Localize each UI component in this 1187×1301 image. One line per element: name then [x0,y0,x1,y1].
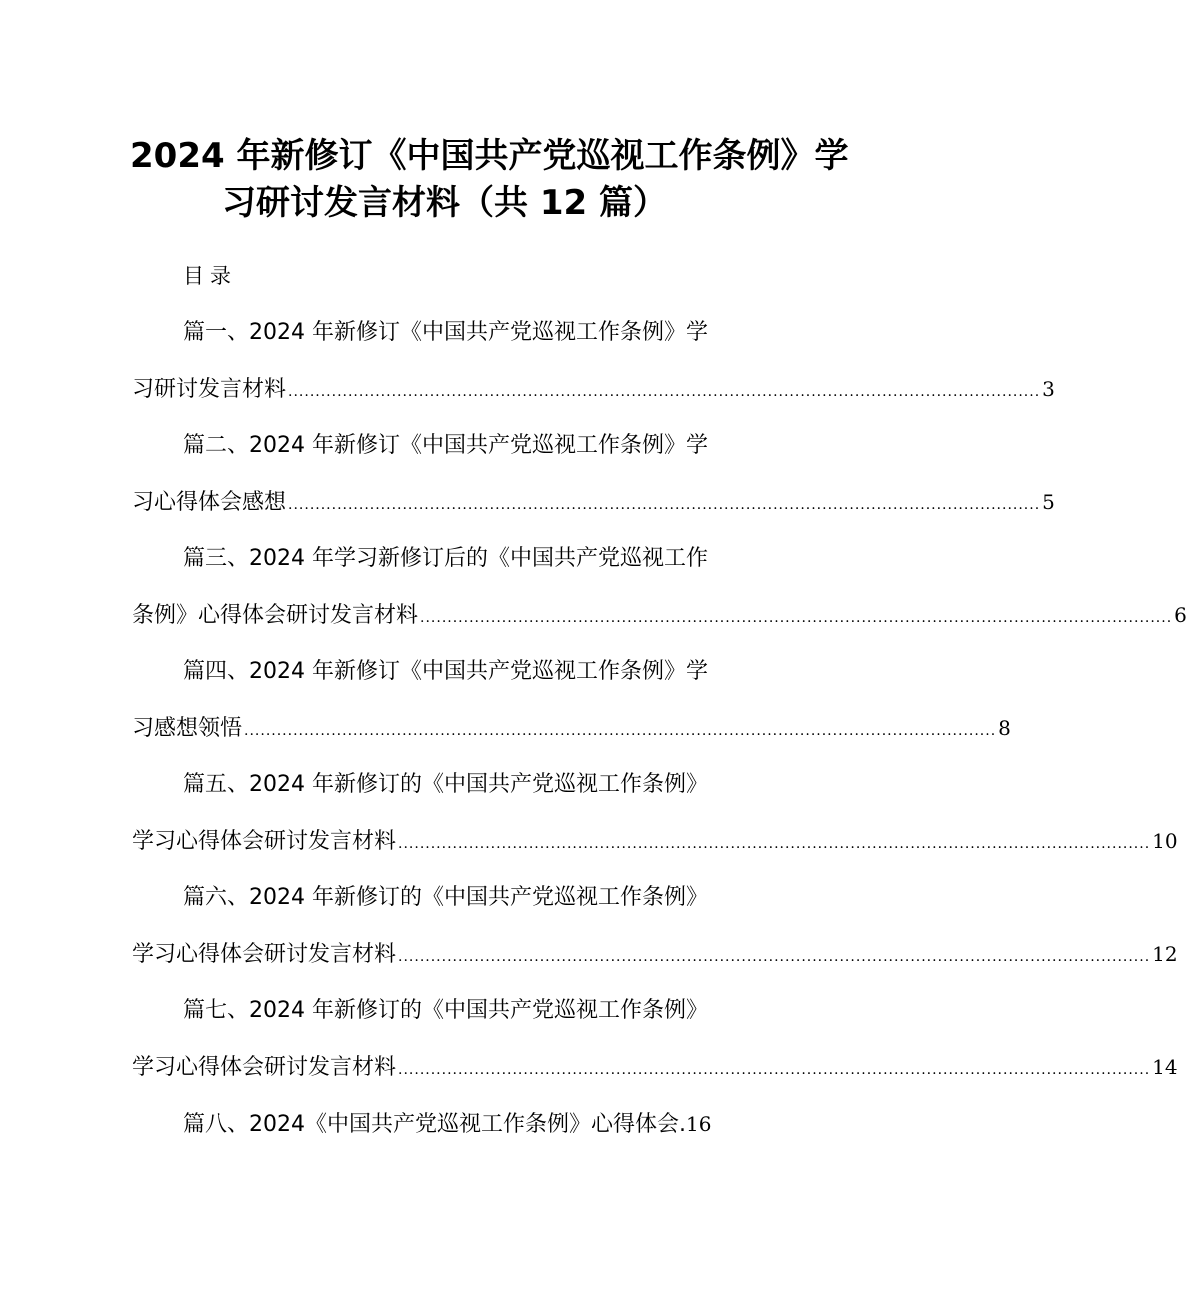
toc-leader-dots: .......................................................................................................................................... [398,836,1151,852]
toc-entry-5-line-2[interactable] [132,826,1178,859]
toc-entry-1-text: 习研讨发言材料 [132,377,287,402]
toc-entry-5-text: 学习心得体会研讨发言材料 [132,829,397,854]
toc-entry-1-page: 3 [1042,377,1055,401]
toc-entry-3-page: 6 [1174,603,1187,627]
toc-entry-2-line-2[interactable] [132,487,1055,520]
document-title-line-2: 习研讨发言材料（共 12 篇） [222,183,667,223]
toc-leader-dots: .......................................................................................................................................... [288,497,1041,513]
toc-entry-1-line-1[interactable]: 篇一、2024 年新修订《中国共产党巡视工作条例》学 [183,320,708,345]
toc-leader-dots: .......................................................................................................................................... [420,610,1173,626]
toc-leader-dots: .......................................................................................................................................... [398,1062,1151,1078]
toc-entry-2-line-1[interactable]: 篇二、2024 年新修订《中国共产党巡视工作条例》学 [183,433,708,458]
toc-leader-dots: .......................................................................................................................................... [244,723,997,739]
toc-entry-6-page: 12 [1152,942,1178,966]
toc-entry-8-line-1[interactable] [183,1109,711,1140]
toc-entry-7-line-2[interactable] [132,1052,1178,1085]
toc-leader-dots: .......................................................................................................................................... [288,384,1041,400]
toc-entry-8-text: 篇八、2024《中国共产党巡视工作条例》心得体会. [183,1112,686,1137]
toc-entry-1-line-2[interactable] [132,374,1055,407]
document-title-line-1: 2024 年新修订《中国共产党巡视工作条例》学 [130,136,849,176]
toc-entry-2-text: 习心得体会感想 [132,490,287,515]
toc-entry-7-text: 学习心得体会研讨发言材料 [132,1055,397,1080]
toc-entry-4-page: 8 [998,716,1011,740]
toc-entry-3-line-2[interactable] [132,600,1187,633]
toc-entry-7-line-1[interactable]: 篇七、2024 年新修订的《中国共产党巡视工作条例》 [183,998,708,1023]
toc-heading: 目录 [183,264,237,288]
toc-entry-5-line-1[interactable]: 篇五、2024 年新修订的《中国共产党巡视工作条例》 [183,772,708,797]
toc-entry-2-page: 5 [1042,490,1055,514]
toc-entry-5-page: 10 [1152,829,1178,853]
toc-entry-8-page: 16 [685,1112,712,1136]
toc-entry-4-line-2[interactable] [132,713,1011,746]
toc-entry-3-line-1[interactable]: 篇三、2024 年学习新修订后的《中国共产党巡视工作 [183,546,708,571]
toc-entry-4-line-1[interactable]: 篇四、2024 年新修订《中国共产党巡视工作条例》学 [183,659,708,684]
toc-entry-6-text: 学习心得体会研讨发言材料 [132,942,397,967]
toc-entry-7-page: 14 [1152,1055,1178,1079]
toc-leader-dots: .......................................................................................................................................... [398,949,1151,965]
toc-entry-6-line-2[interactable] [132,939,1178,972]
toc-entry-6-line-1[interactable]: 篇六、2024 年新修订的《中国共产党巡视工作条例》 [183,885,708,910]
toc-entry-4-text: 习感想领悟 [132,716,243,741]
toc-entry-3-text: 条例》心得体会研讨发言材料 [132,603,419,628]
